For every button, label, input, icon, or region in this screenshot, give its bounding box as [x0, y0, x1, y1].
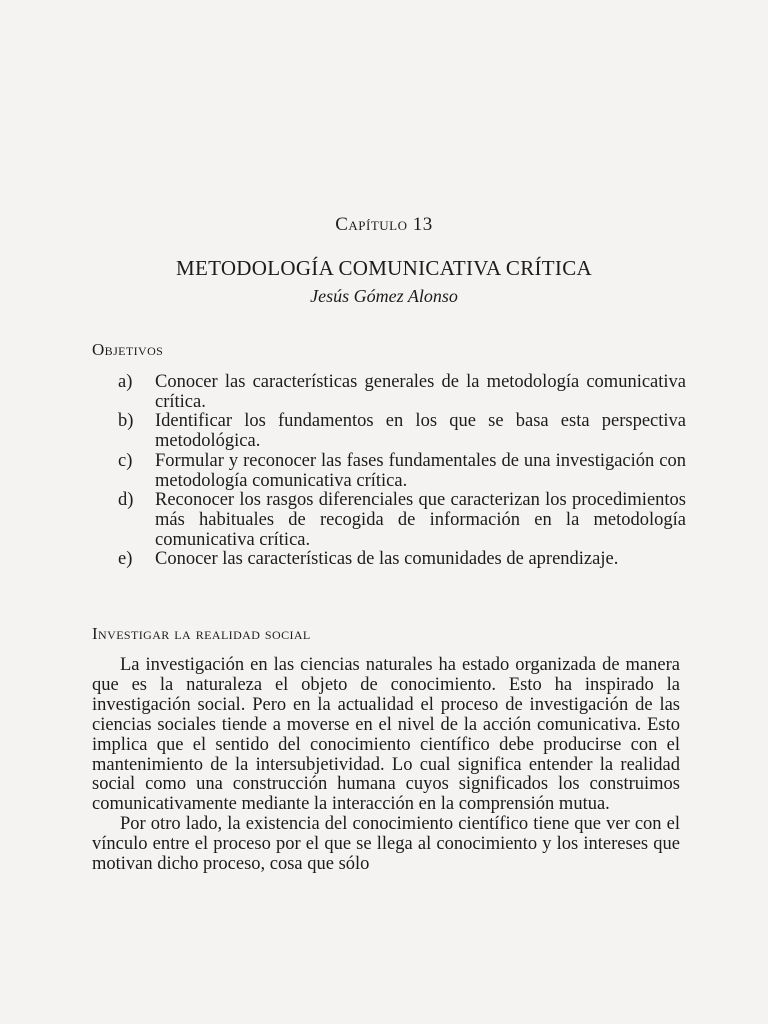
objective-letter: a) — [118, 372, 133, 392]
chapter-number: Capítulo 13 — [335, 214, 433, 235]
objective-text: Conocer las características generales de la metodología comunicativa crítica. — [155, 372, 686, 412]
objective-letter: d) — [118, 490, 134, 511]
objectives-list — [118, 373, 686, 570]
objective-item — [118, 373, 686, 412]
objective-item — [118, 412, 686, 451]
objective-letter: c) — [118, 450, 133, 471]
paragraph: Por otro lado, la existencia del conocimiento científico tiene que ver con el vínculo entre el proceso por el que se llega al conocimiento y los intereses que motivan dicho proceso, cosa que sólo — [92, 814, 680, 875]
objective-text: Identificar los fundamentos en los que se basa esta perspectiva metodológica. — [155, 411, 686, 452]
chapter-title: METODOLOGÍA COMUNICATIVA CRÍTICA — [175, 256, 592, 280]
paragraph: La investigación en las ciencias naturales ha estado organizada de manera que es la naturaleza el objeto de conocimiento. Esto ha inspirado la investigación social. Pero en la actualidad el proceso de investigación de las ciencias sociales tiende a moverse en el nivel de la acción comunicativa. Esto implica que el sentido del conocimiento científico debe producirse con el mantenimiento de la intersubjetividad. Lo cual significa entender la realidad social como una construcción humana cuyos significados los construimos comunicativamente mediante la interacción en la comprensión mutua. — [92, 655, 680, 815]
objective-item — [118, 452, 686, 491]
objective-item — [118, 491, 686, 550]
objectives-heading: Objetivos — [92, 340, 164, 359]
objective-letter: e) — [118, 549, 133, 570]
body-text — [92, 656, 680, 875]
section-heading: Investigar la realidad social — [92, 624, 311, 643]
objective-text: Conocer las características de las comunidades de aprendizaje. — [155, 549, 619, 570]
objective-letter: b) — [118, 411, 134, 432]
objective-item — [118, 550, 686, 570]
chapter-author: Jesús Gómez Alonso — [310, 286, 458, 306]
objective-text: Formular y reconocer las fases fundamentales de una investigación con metodología comunicativa crítica. — [155, 450, 686, 491]
objective-text: Reconocer los rasgos diferenciales que caracterizan los procedimientos más habituales de recogida de información en la metodología comunicativa crítica. — [155, 490, 686, 550]
